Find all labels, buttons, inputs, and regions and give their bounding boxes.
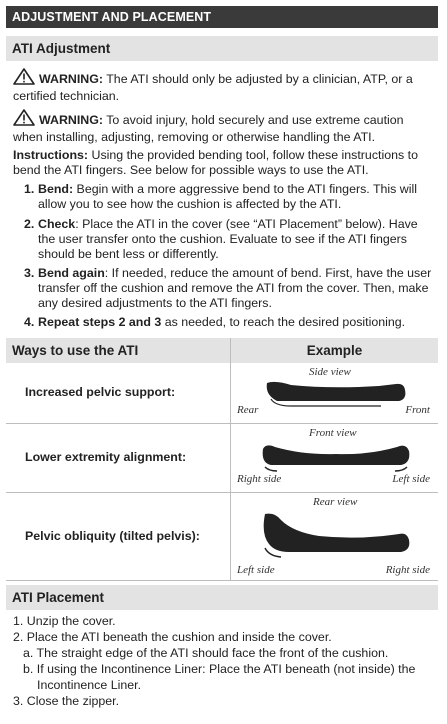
warning-label: WARNING: [39,72,104,86]
left-direction-label: Right side [237,472,282,485]
warning-paragraph-2 [13,109,433,145]
warning-icon [13,109,35,130]
example-cell [231,363,439,423]
step-title: Repeat steps 2 and 3 [38,315,162,329]
right-direction-label: Right side [385,563,430,576]
list-item: a. The straight edge of the ATI should face the front of the cushion. [23,646,389,660]
warning-text: The ATI should only be adjusted by a clinician, ATP, or a certified technician. [13,72,413,103]
step-item [24,266,434,311]
row-label: Pelvic obliquity (tilted pelvis): [6,492,231,580]
step-text: : Place the ATI in the cover (see “ATI Placement” below). Have the user transfer onto the cushion. Evaluate to see if the ATI fingers should be bent less or differently. [38,217,418,261]
step-title: Bend: [38,182,74,196]
table-row [6,492,438,580]
warning-text: To avoid injury, hold securely and use extreme caution when installing, adjusting, removing or otherwise handling the ATI. [13,113,404,144]
example-cell [231,492,439,580]
ati-placement-heading: ATI Placement [6,585,438,610]
step-number: 2. [24,217,35,231]
step-item [24,182,434,212]
view-label: Rear view [313,495,358,508]
step-text: Begin with a more aggressive bend to the ATI fingers. This will allow you to see how the cushion is affected by the ATI. [38,182,418,211]
instructions-label: Instructions: [13,148,89,162]
left-direction-label: Rear [237,404,259,416]
table-header-ways: Ways to use the ATI [6,338,231,363]
side-view-illustration [261,379,411,409]
rear-view-illustration [259,510,413,560]
step-item [24,217,434,262]
row-label: Lower extremity alignment: [6,423,231,492]
row-label: Increased pelvic support: [6,363,231,423]
step-item [24,315,434,330]
step-title: Check [38,217,76,231]
instructions-text: Using the provided bending tool, follow these instructions to bend the ATI fingers. See below for possible ways to use the ATI. [13,148,418,177]
list-item: b. If using the Incontinence Liner: Place the ATI beneath (not inside) the [23,662,416,676]
ati-adjustment-heading: ATI Adjustment [6,36,438,61]
list-item: Incontinence Liner. [37,678,142,692]
left-direction-label: Left side [237,563,275,576]
example-cell [231,423,439,492]
front-view-illustration [259,439,413,475]
table-header-example: Example [306,343,363,358]
warning-paragraph-1 [13,68,433,104]
step-title: Bend again [38,266,105,280]
warning-icon [13,68,35,89]
table-row [6,423,438,492]
view-label: Front view [309,426,357,439]
table-row [6,363,438,423]
step-number: 3. [24,266,35,280]
placement-list [13,614,433,710]
right-direction-label: Left side [392,472,430,485]
step-number: 1. [24,182,35,196]
warning-label: WARNING: [39,113,104,127]
right-direction-label: Front [405,404,430,416]
view-label: Side view [309,366,351,378]
section-banner: ADJUSTMENT AND PLACEMENT [6,6,438,28]
ways-to-use-table [6,338,438,581]
step-text: : If needed, reduce the amount of bend. First, have the user transfer off the cushion and remove the ATI from the cover. Then, make any desired adjustments to the ATI fingers. [38,266,432,310]
list-item: 3. Close the zipper. [13,694,120,708]
step-number: 4. [24,315,35,329]
instructions-paragraph [13,148,433,178]
list-item: 2. Place the ATI beneath the cushion and inside the cover. [13,630,332,644]
table-header-row [6,338,438,363]
list-item: 1. Unzip the cover. [13,614,116,628]
step-text: as needed, to reach the desired positioning. [161,315,406,329]
